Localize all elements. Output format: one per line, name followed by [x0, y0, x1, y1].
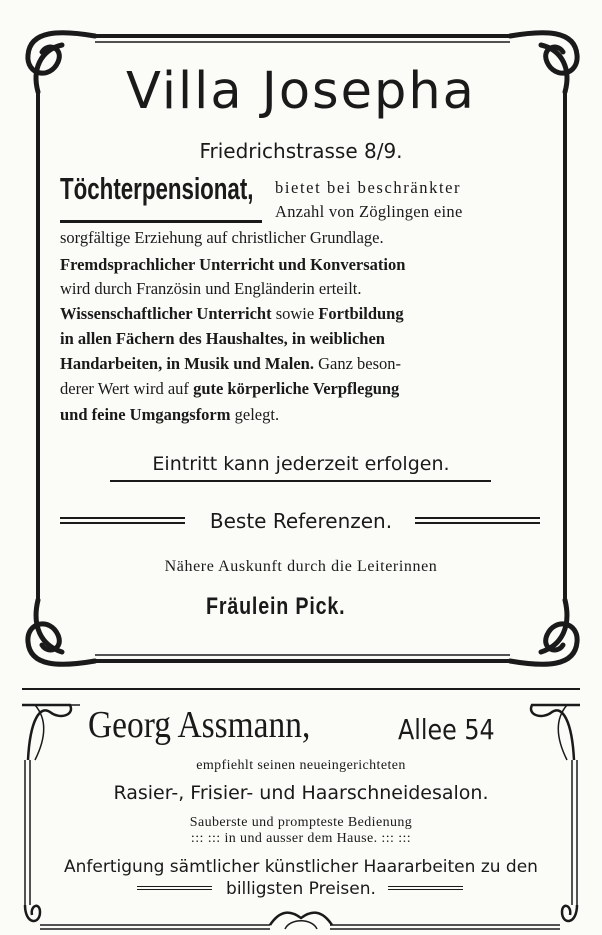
ad2-prices-rule-right [388, 886, 463, 890]
plain-phrase: gelegt. [230, 405, 280, 424]
ad1-body-line [60, 352, 401, 376]
ad1-body-line: wird durch Französin und Engländerin erteilt. [60, 279, 362, 298]
ad1-leader-name: Fräulein Pick. [206, 593, 346, 620]
ad1-admission-note: Eintritt kann jederzeit erfolgen. [152, 453, 450, 475]
ad1-more-info: Nähere Auskunft durch die Leiterinnen [164, 558, 438, 575]
ad1-references-rule-right [415, 517, 540, 524]
bold-phrase: Handarbeiten, in Musik und Malen. [60, 354, 314, 373]
ad2-recommends: empfiehlt seinen neueingerichteten [196, 758, 406, 773]
ad1-pension-underline [60, 220, 262, 223]
ad2-prices: billigsten Preisen. [226, 879, 376, 899]
ad1-body-line: bietet bei beschränkter [275, 178, 462, 197]
bold-phrase: Fortbildung [318, 304, 404, 323]
ad1-admission-underline [110, 480, 491, 482]
ads-divider [22, 688, 580, 690]
ad2-service-location: ::: ::: in und ausser dem Hause. ::: ::: [190, 831, 412, 846]
plain-phrase: Ganz beson- [313, 354, 402, 373]
ad1-body-line: in allen Fächern des Haushaltes, in weiblichen [60, 329, 385, 348]
ad2-production: Anfertigung sämtlicher künstlicher Haararbeiten zu den [64, 857, 538, 877]
bold-phrase: Wissenschaftlicher Unterricht [60, 304, 272, 323]
ad1-title: Villa Josepha [126, 62, 476, 121]
ad1-pension-heading: Töchterpensionat, [60, 171, 254, 206]
ad2-business-name: Georg Assmann, [88, 704, 311, 746]
ad1-body-line [60, 302, 404, 326]
plain-phrase: derer Wert wird auf [60, 379, 194, 398]
ad2-salon: Rasier-, Frisier- und Haarschneidesalon. [113, 782, 489, 804]
ad1-body-line [60, 377, 399, 401]
ad1-body-line: sorgfältige Erziehung auf christlicher Grundlage. [60, 228, 384, 247]
plain-phrase: sowie [271, 304, 319, 323]
bold-phrase: und feine Umgangsform [60, 405, 231, 424]
ad1-address: Friedrichstrasse 8/9. [199, 139, 403, 163]
bold-phrase: gute körperliche Verpflegung [193, 379, 400, 398]
ad1-references: Beste Referenzen. [209, 509, 393, 533]
ad2-address: Allee 54 [398, 713, 495, 746]
ad1-body-line: Fremdsprachlicher Unterricht und Konversation [60, 255, 406, 274]
ad1-body-line [60, 403, 279, 427]
ad2-service: Sauberste und prompteste Bedienung [189, 815, 413, 830]
ad1-body-line: Anzahl von Zöglingen eine [275, 202, 463, 221]
